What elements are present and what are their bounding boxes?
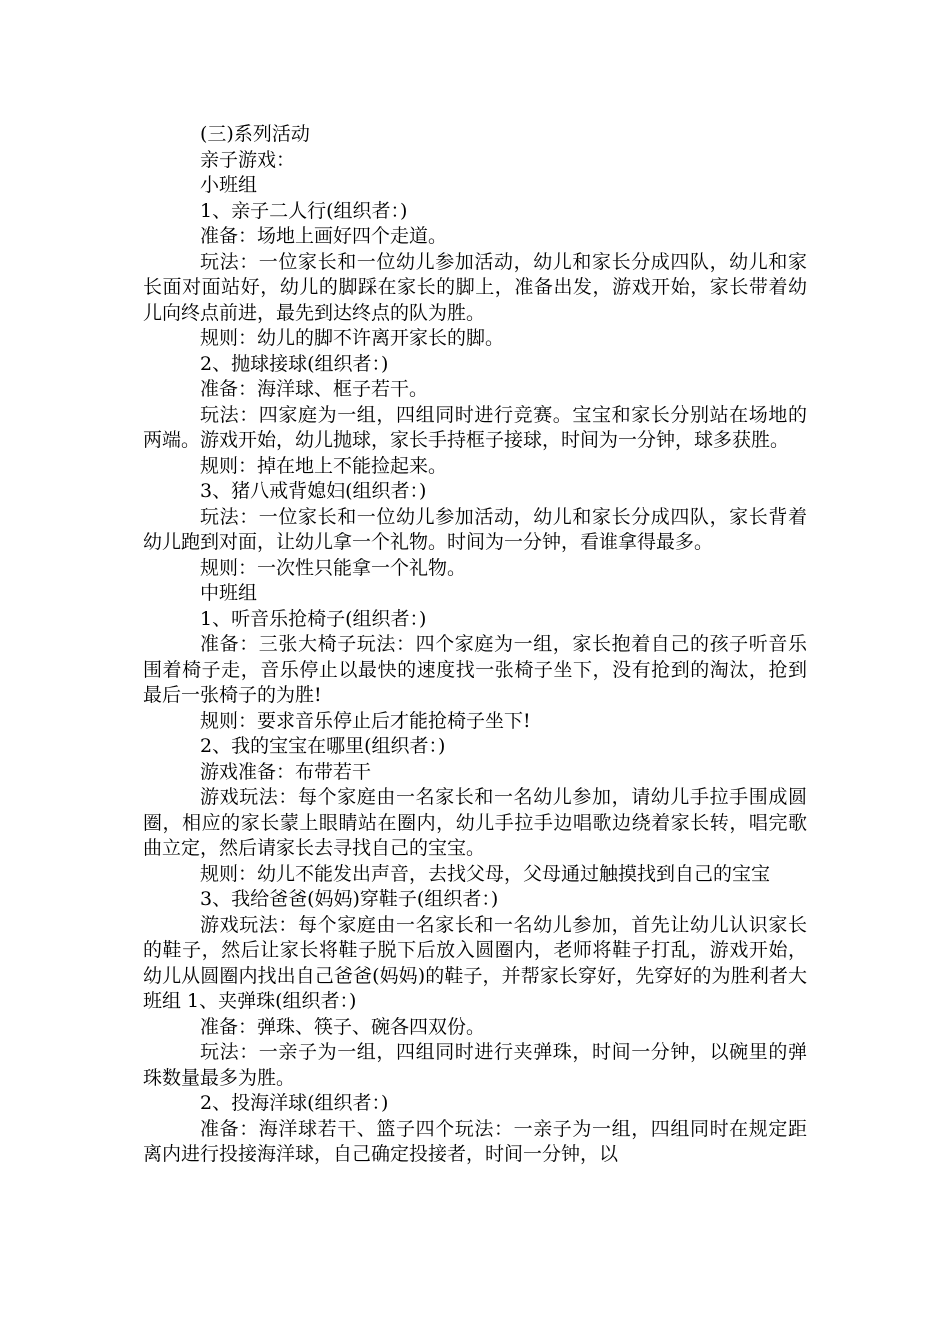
group-heading-middle-class: 中班组 — [200, 582, 258, 604]
game-title: 2、抛球接球(组织者：) — [200, 352, 389, 375]
game-method: 玩法：一亲子为一组，四组同时进行夹弹珠，时间一分钟，以碗里的弹珠数量最多为胜。 — [143, 1041, 807, 1089]
game-preparation: 准备：海洋球、框子若干。 — [200, 378, 429, 400]
game-preparation: 准备：场地上画好四个走道。 — [200, 225, 448, 247]
game-rule: 规则：幼儿不能发出声音，去找父母，父母通过触摸找到自己的宝宝 — [200, 862, 771, 885]
game-method: 游戏玩法：每个家庭由一名家长和一名幼儿参加，首先让幼儿认识家长的鞋子，然后让家长将鞋子脱下后放入圆圈内，老师将鞋子打乱，游戏开始，幼儿从圆圈内找出自己爸爸(妈妈)的鞋子，并帮家长穿好，先穿好的为胜利者大班组 1、夹弹珠(组织者：) — [143, 913, 807, 1012]
game-title: 3、猪八戒背媳妇(组织者：) — [200, 480, 427, 502]
game-method: 游戏玩法：每个家庭由一名家长和一名幼儿参加，请幼儿手拉手围成圆圈，相应的家长蒙上眼睛站在圈内，幼儿手拉手边唱歌边绕着家长转，唱完歌曲立定，然后请家长去寻找自己的宝宝。 — [143, 786, 807, 859]
game-title: 2、我的宝宝在哪里(组织者：) — [200, 735, 446, 757]
game-rule: 规则：要求音乐停止后才能抢椅子坐下! — [200, 709, 531, 732]
game-title: 1、听音乐抢椅子(组织者：) — [200, 607, 427, 630]
game-preparation: 准备：海洋球若干、篮子四个玩法：一亲子为一组，四组同时在规定距离内进行投接海洋球，自己确定投接者，时间一分钟，以 — [143, 1117, 807, 1165]
game-preparation: 游戏准备：布带若干 — [200, 760, 372, 783]
game-preparation: 准备：三张大椅子玩法：四个家庭为一组，家长抱着自己的孩子听音乐围着椅子走，音乐停止以最快的速度找一张椅子坐下，没有抢到的淘汰，抢到最后一张椅子的为胜! — [143, 633, 807, 706]
section-heading: (三)系列活动 — [200, 123, 310, 145]
game-method: 玩法：四家庭为一组，四组同时进行竞赛。宝宝和家长分别站在场地的两端。游戏开始，幼儿抛球，家长手持框子接球，时间为一分钟，球多获胜。 — [143, 403, 807, 451]
game-title: 1、亲子二人行(组织者：) — [200, 199, 408, 222]
subsection-heading: 亲子游戏： — [200, 148, 296, 171]
game-title: 2、投海洋球(组织者：) — [200, 1092, 389, 1114]
game-method: 玩法：一位家长和一位幼儿参加活动，幼儿和家长分成四队，家长背着幼儿跑到对面，让幼儿拿一个礼物。时间为一分钟，看谁拿得最多。 — [143, 505, 807, 553]
game-rule: 规则：幼儿的脚不许离开家长的脚。 — [200, 327, 505, 349]
game-title: 3、我给爸爸(妈妈)穿鞋子(组织者：) — [200, 888, 499, 910]
document-body — [143, 122, 807, 1168]
game-rule: 规则：一次性只能拿一个礼物。 — [200, 556, 467, 579]
game-method: 玩法：一位家长和一位幼儿参加活动，幼儿和家长分成四队，幼儿和家长面对面站好，幼儿的脚踩在家长的脚上，准备出发，游戏开始，家长带着幼儿向终点前进，最先到达终点的队为胜。 — [143, 250, 807, 324]
game-rule: 规则：掉在地上不能捡起来。 — [200, 454, 448, 477]
group-heading-small-class: 小班组 — [200, 174, 258, 196]
game-preparation: 准备：弹珠、筷子、碗各四双份。 — [200, 1015, 486, 1038]
